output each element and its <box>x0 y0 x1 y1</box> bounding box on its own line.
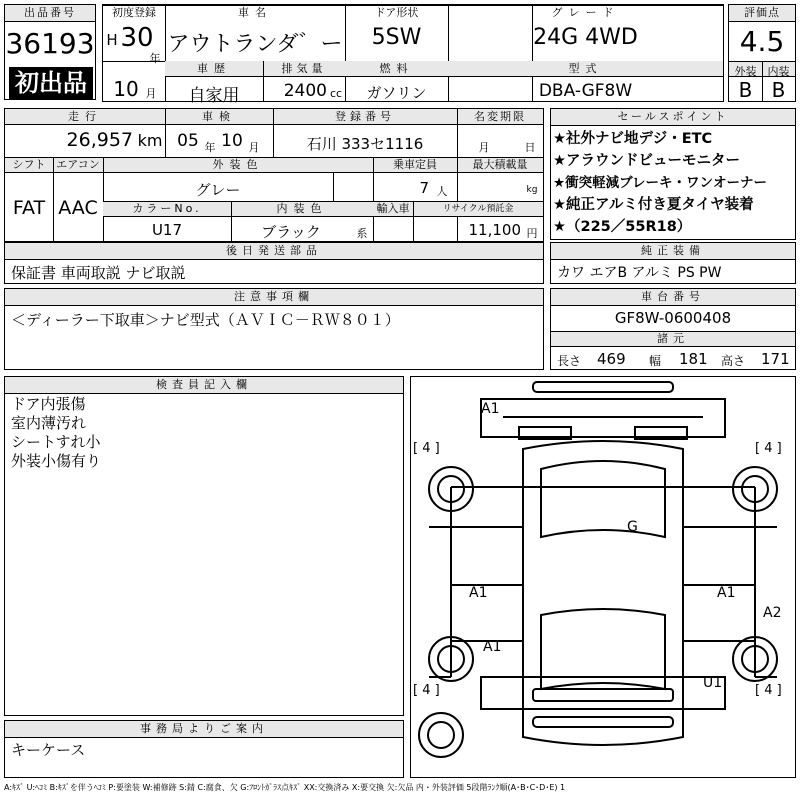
mileage-label: 走行 <box>68 110 102 123</box>
chassis-box <box>550 288 796 370</box>
fuel-label: 燃料 <box>379 62 414 75</box>
inspection-month-unit: 月 <box>248 141 260 154</box>
damage-mark: A1 <box>481 401 500 417</box>
tread-depth: [ 4 ] <box>413 441 440 456</box>
score-label: 評価点 <box>729 5 795 22</box>
selling-points-label: セールスポイント <box>551 109 795 126</box>
office-label: 事務局よりご案内 <box>5 721 403 738</box>
header-table <box>102 4 724 106</box>
selling-points-box <box>550 108 796 240</box>
import-label: 輸入車 <box>376 202 410 215</box>
lot-number-label: 出品番号 <box>5 5 95 22</box>
history-label: 車歴 <box>197 62 231 75</box>
selling-point: ★アラウンドビューモニター <box>553 153 740 169</box>
interior-label: 内装 <box>767 65 790 78</box>
max-load-label: 最大積載量 <box>472 158 528 171</box>
selling-point: ★純正アルミ付き夏タイヤ装着 <box>553 197 754 213</box>
vehicle-diagram <box>410 376 796 778</box>
reg-no-label: 登録番号 <box>335 110 395 123</box>
deadline-label: 名変期限 <box>474 110 526 123</box>
capacity: 7 <box>419 179 429 197</box>
equipment-text: カワ エアB アルミ PS PW <box>557 265 722 281</box>
exterior-label: 外装 <box>734 65 757 78</box>
notes-label: 注意事項欄 <box>5 289 543 306</box>
equipment-label: 純正装備 <box>551 243 795 260</box>
damage-mark: A1 <box>717 585 736 601</box>
displacement-unit: cc <box>329 87 343 100</box>
mileage: 26,957 <box>66 129 133 151</box>
recycle-unit: 円 <box>526 227 538 240</box>
lot-number-box <box>4 4 96 100</box>
office-text: キーケース <box>11 741 86 759</box>
deadline-day-unit: 日 <box>524 141 536 154</box>
model-code: DBA-GF8W <box>538 81 633 101</box>
first-reg-label: 初度登録 <box>112 6 156 19</box>
selling-point: ★社外ナビ地デジ・ETC <box>553 131 713 147</box>
recycle-label: リサイクル預託金 <box>442 204 514 214</box>
inspection-month: 10 <box>221 131 243 151</box>
selling-points-list <box>553 128 767 238</box>
car-outline <box>411 377 795 777</box>
inspector-note: ドア内張傷 <box>11 395 86 413</box>
color-no-label: カラーNo. <box>132 202 202 215</box>
inspector-label: 検査員記入欄 <box>5 377 403 394</box>
damage-mark: A1 <box>483 639 502 655</box>
grade-label: グレード <box>551 6 620 19</box>
model-label: 型式 <box>568 62 603 75</box>
tread-depth: [ 4 ] <box>413 683 440 698</box>
shift-label: シフト <box>12 158 46 171</box>
tread-depth: [ 4 ] <box>755 441 782 456</box>
interior-color: ブラック <box>261 223 321 241</box>
exterior-grade: B <box>738 78 753 102</box>
recycle-fee: 11,100 <box>468 221 521 239</box>
inspection-year-unit: 年 <box>204 141 216 154</box>
length-label: 長さ <box>557 354 582 368</box>
chassis-number: GF8W-0600408 <box>614 309 732 327</box>
door-type: 5SW <box>371 25 422 50</box>
inspector-note: 室内薄汚れ <box>11 414 87 432</box>
month-unit: 月 <box>145 87 157 100</box>
grade: 24G 4WD <box>533 25 638 50</box>
shift: FAT <box>12 197 46 219</box>
capacity-label: 乗車定員 <box>393 158 437 171</box>
year-unit: 年 <box>149 52 161 65</box>
inspector-note: 外装小傷有り <box>11 452 102 470</box>
height: 171 <box>761 350 790 368</box>
selling-point: ★（225／55R18） <box>553 219 692 235</box>
lot-number: 36193 <box>5 27 95 60</box>
damage-mark: G <box>627 519 638 535</box>
length: 469 <box>597 350 626 368</box>
capacity-unit: 人 <box>436 185 448 198</box>
notes-text: ＜ディーラー下取車＞ナビ型式（ＡＶＩＣ－ＲＷ８０１） <box>11 311 400 329</box>
registration-number: 石川 333セ1116 <box>306 135 424 153</box>
selling-point: ★衝突軽減ブレーキ・ワンオーナー <box>553 175 768 191</box>
office-box <box>4 720 404 778</box>
score-box <box>728 4 796 102</box>
later-parts-text: 保証書 車両取説 ナビ取説 <box>11 264 186 282</box>
vehicle-info-table <box>4 108 544 242</box>
interior-grade: B <box>771 78 786 102</box>
equipment-box <box>550 242 796 284</box>
air-conditioner: AAC <box>58 197 98 219</box>
inspector-box <box>4 376 404 716</box>
inspection-year: 05 <box>177 131 199 151</box>
max-load-unit: kg <box>526 185 538 195</box>
dims-label: 諸元 <box>657 332 689 345</box>
displacement: 2400 <box>283 81 327 101</box>
first-reg-year: 30 <box>120 23 154 53</box>
inspector-notes <box>11 395 101 471</box>
width: 181 <box>679 350 708 368</box>
first-listing-badge: 初出品 <box>9 67 93 99</box>
legend: A:ｷｽﾞ U:ﾍｺﾐ B:ｷｽﾞを伴うﾍｺﾐ P:要塗装 W:補修跡 S:錆 C:腐食、欠 G:ﾌﾛﾝﾄｶﾞﾗｽ点ｷｽﾞ XX:交換済み X:要交換 欠:欠品 内・外装評価 5段階ﾗﾝｸ順(A･B･C･D･E) 1 <box>4 783 566 792</box>
interior-color-unit: 系 <box>356 227 368 240</box>
color-number: U17 <box>151 221 183 239</box>
chassis-label: 車台番号 <box>551 289 795 306</box>
damage-mark: U1 <box>703 675 723 691</box>
damage-mark: A1 <box>469 585 488 601</box>
ac-label: エアコン <box>56 158 100 171</box>
era: H <box>106 31 118 49</box>
int-color-label: 内装色 <box>276 202 328 215</box>
inspection-label: 車検 <box>202 110 236 123</box>
notes-box <box>4 288 544 370</box>
exterior-color: グレー <box>195 181 241 199</box>
car-name: アウトランダ゛ー <box>167 32 343 57</box>
later-parts-box <box>4 242 544 284</box>
first-reg-month: 10 <box>113 77 139 101</box>
history: 自家用 <box>188 86 240 106</box>
door-label: ドア形状 <box>374 6 419 19</box>
height-label: 高さ <box>721 354 746 368</box>
inspector-note: シートすれ小 <box>11 433 101 451</box>
later-parts-label: 後日発送部品 <box>5 243 543 260</box>
deadline-month-unit: 月 <box>478 141 490 154</box>
tread-depth: [ 4 ] <box>755 683 782 698</box>
displacement-label: 排気量 <box>281 62 327 75</box>
damage-mark: A2 <box>763 605 782 621</box>
ext-color-label: 外装色 <box>212 158 264 171</box>
score: 4.5 <box>739 25 785 58</box>
width-label: 幅 <box>649 354 662 368</box>
car-name-label: 車名 <box>238 6 272 19</box>
mileage-unit: km <box>137 131 163 150</box>
fuel: ガソリン <box>366 84 427 102</box>
